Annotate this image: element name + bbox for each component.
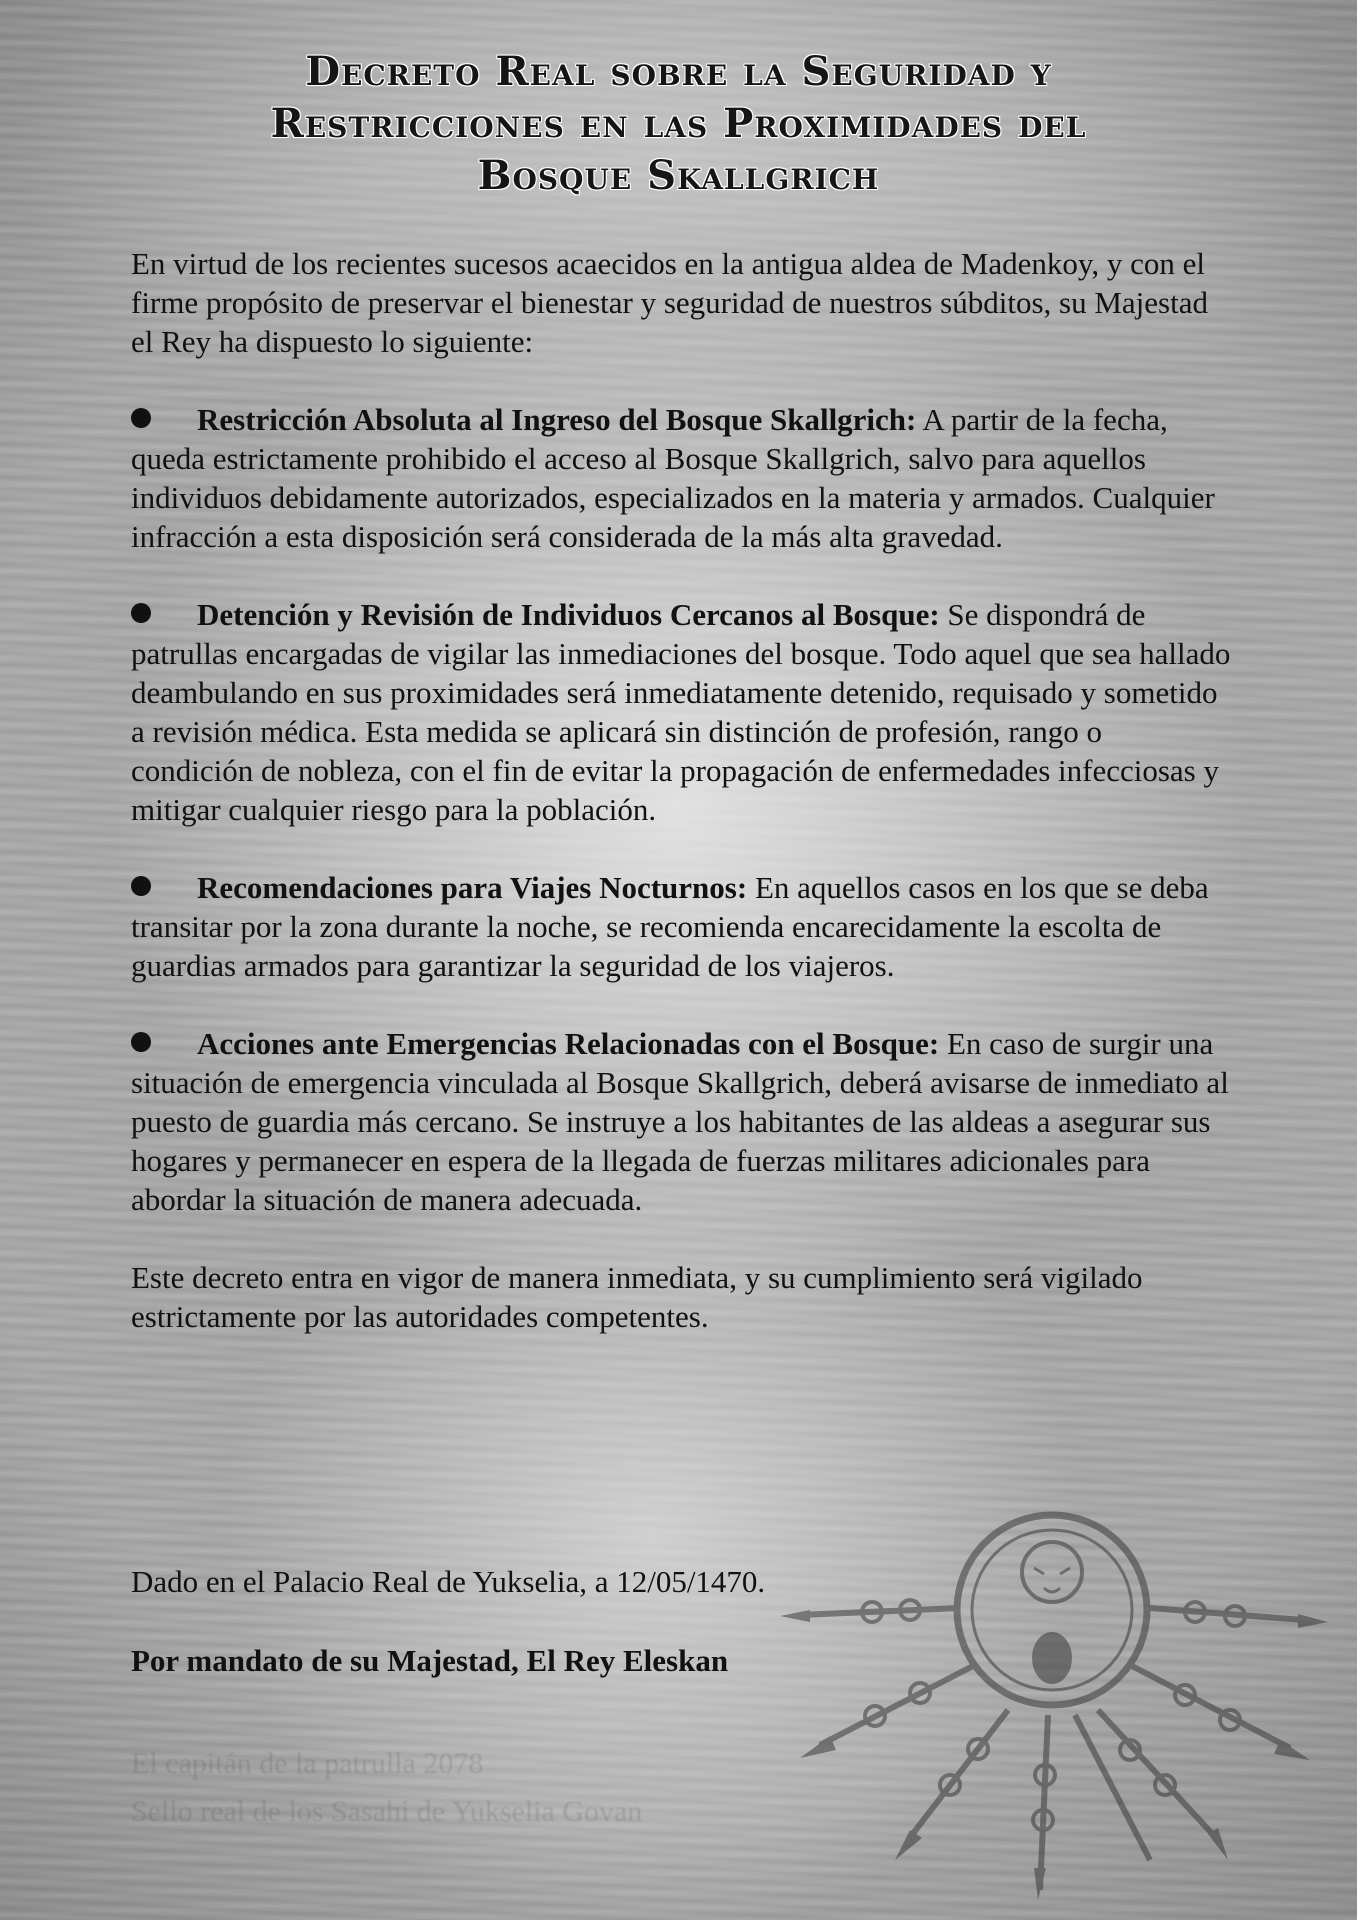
list-item	[131, 1024, 1231, 1219]
list-item	[131, 400, 1231, 556]
item-text: A partir de la fecha, queda estrictamente prohibido el acceso al Bosque Skallgrich, salvo para aquellos individuos debidamente autorizados, especializados en la materia y armados. Cualquier infracción a esta disposición será considerada de la más alta gravedad.	[131, 402, 1215, 554]
item-title: Detención y Revisión de Individuos Cercanos al Bosque:	[197, 597, 940, 632]
royal-sun-seal-icon	[780, 1500, 1330, 1900]
title-line: Restricciones en las Proximidades del	[270, 100, 1087, 147]
bullet-icon	[131, 603, 151, 623]
list-item	[131, 868, 1231, 985]
item-text: En aquellos casos en los que se deba transitar por la zona durante la noche, se recomienda encarecidamente la escolta de guardias armados para garantizar la seguridad de los viajeros.	[131, 870, 1209, 983]
item-text: Se dispondrá de patrullas encargadas de vigilar las inmediaciones del bosque. Todo aquel que sea hallado deambulando en sus proximidades será inmediatamente detenido, requisado y sometido a revisión médica. Esta medida se aplicará sin distinción de profesión, rango o condición de nobleza, con el fin de evitar la propagación de enfermedades infecciosas y mitigar cualquier riesgo para la población.	[131, 597, 1231, 827]
item-title: Restricción Absoluta al Ingreso del Bosque Skallgrich:	[197, 402, 917, 437]
decree-list	[131, 400, 1231, 1219]
decree-body	[131, 244, 1231, 1336]
title-line: Bosque Skallgrich	[477, 152, 880, 199]
intro-paragraph: En virtud de los recientes sucesos acaecidos en la antigua aldea de Madenkoy, y con el firme propósito de preservar el bienestar y seguridad de nuestros súbditos, su Majestad el Rey ha dispuesto lo siguiente:	[131, 246, 1208, 359]
faded-text: El capitán de la patrulla 2078	[131, 1747, 484, 1780]
title-line: Decreto Real sobre la Seguridad y	[305, 48, 1052, 95]
bullet-icon	[131, 876, 151, 896]
closing-paragraph: Este decreto entra en vigor de manera inmediata, y su cumplimiento será vigilado estrictamente por las autoridades competentes.	[131, 1260, 1143, 1334]
date-line: Dado en el Palacio Real de Yukselia, a 12/05/1470.	[131, 1564, 766, 1599]
bullet-icon	[131, 408, 151, 428]
decree-title	[131, 46, 1226, 202]
list-item	[131, 595, 1231, 829]
item-text: En caso de surgir una situación de emergencia vinculada al Bosque Skallgrich, deberá avisarse de inmediato al puesto de guardia más cercano. Se instruye a los habitantes de las aldeas a asegurar sus hogares y permanecer en espera de la llegada de fuerzas militares adicionales para abordar la situación de manera adecuada.	[131, 1026, 1229, 1217]
item-title: Acciones ante Emergencias Relacionadas con el Bosque:	[197, 1026, 940, 1061]
bullet-icon	[131, 1032, 151, 1052]
signature-line: Por mandato de su Majestad, El Rey Eleskan	[131, 1643, 729, 1678]
item-title: Recomendaciones para Viajes Nocturnos:	[197, 870, 748, 905]
faded-text: Sello real de los Sasahi de Yukselia Govan	[131, 1795, 643, 1828]
